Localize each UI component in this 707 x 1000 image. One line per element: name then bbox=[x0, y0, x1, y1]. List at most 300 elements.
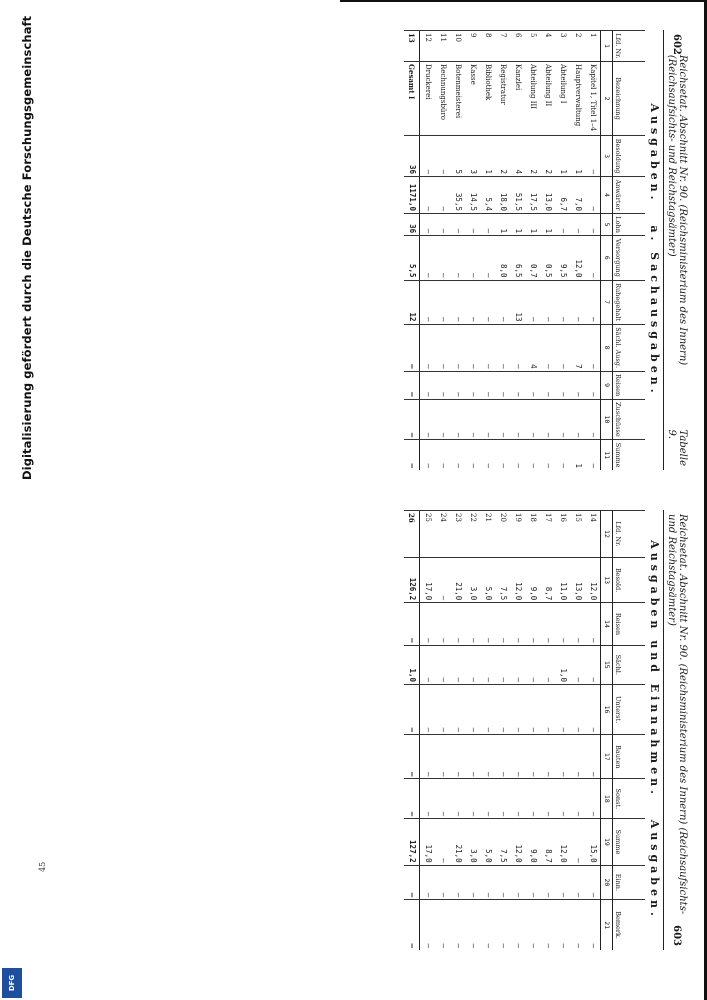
cell-value: — bbox=[404, 371, 420, 399]
cell-value: — bbox=[465, 213, 480, 235]
row-number: 1 bbox=[585, 31, 601, 62]
row-number: 23 bbox=[450, 511, 465, 558]
cell-value: 1 bbox=[510, 213, 525, 235]
cell-value: — bbox=[555, 213, 570, 235]
cell-value: — bbox=[570, 399, 585, 440]
cell-value: — bbox=[419, 735, 435, 779]
cell-value: — bbox=[435, 685, 450, 735]
cell-value: 1 bbox=[570, 136, 585, 177]
cell-value: — bbox=[585, 900, 601, 950]
cell-value: — bbox=[570, 280, 585, 324]
table-row bbox=[540, 511, 555, 951]
cell-value: — bbox=[570, 213, 585, 235]
column-number: 6 bbox=[600, 236, 612, 280]
cell-value: — bbox=[465, 735, 480, 779]
column-header: Besold. bbox=[612, 557, 645, 602]
column-number: 19 bbox=[600, 819, 612, 865]
cell-value: — bbox=[510, 865, 525, 900]
cell-value: — bbox=[525, 900, 540, 950]
running-head bbox=[663, 510, 690, 950]
cell-value: — bbox=[450, 324, 465, 371]
cell-value: — bbox=[465, 440, 480, 470]
cell-value: — bbox=[450, 399, 465, 440]
cell-value: 17,5 bbox=[525, 176, 540, 213]
column-header: Reisen bbox=[612, 371, 645, 399]
cell-value: — bbox=[540, 280, 555, 324]
cell-value: — bbox=[404, 735, 420, 779]
column-number: 17 bbox=[600, 735, 612, 779]
cell-value: — bbox=[555, 440, 570, 470]
table-row bbox=[510, 511, 525, 951]
cell-value: — bbox=[404, 603, 420, 645]
table-row bbox=[419, 511, 435, 951]
cell-value: — bbox=[435, 324, 450, 371]
column-header: Sächl. bbox=[612, 645, 645, 684]
row-label: Abteilung II bbox=[540, 62, 555, 136]
section-title: Ausgaben. a. Sachausgaben. bbox=[648, 103, 661, 397]
table-row bbox=[570, 511, 585, 951]
cell-value: 2 bbox=[525, 136, 540, 177]
cell-value: — bbox=[435, 819, 450, 865]
row-label: Druckerei bbox=[419, 62, 435, 136]
column-number: 18 bbox=[600, 779, 612, 819]
running-tail: Tabelle 9. bbox=[666, 429, 688, 466]
cell-value: — bbox=[525, 645, 540, 684]
cell-value: — bbox=[480, 645, 495, 684]
cell-value: 5,0 bbox=[480, 819, 495, 865]
column-header: Sächl. Ausg. bbox=[612, 324, 645, 371]
cell-value: — bbox=[480, 280, 495, 324]
table-row bbox=[404, 31, 420, 471]
cell-value: — bbox=[480, 399, 495, 440]
cell-value: — bbox=[419, 900, 435, 950]
cell-value: 17,0 bbox=[419, 819, 435, 865]
page-number: 603 bbox=[671, 925, 683, 946]
cell-value: — bbox=[570, 371, 585, 399]
table-row bbox=[435, 31, 450, 471]
cell-value: — bbox=[555, 371, 570, 399]
cell-value: 126,2 bbox=[404, 557, 420, 602]
cell-value: — bbox=[404, 399, 420, 440]
cell-value: 5,4 bbox=[480, 176, 495, 213]
cell-value: — bbox=[480, 603, 495, 645]
cell-value: 1 bbox=[570, 440, 585, 470]
table-row bbox=[480, 511, 495, 951]
cell-value: — bbox=[585, 176, 601, 213]
cell-value: — bbox=[510, 900, 525, 950]
cell-value: 8,0 bbox=[495, 236, 510, 280]
row-number: 24 bbox=[435, 511, 450, 558]
row-label: Rechnungsbüro bbox=[435, 62, 450, 136]
cell-value: — bbox=[540, 399, 555, 440]
row-label: Kanzlei bbox=[510, 62, 525, 136]
row-number: 5 bbox=[525, 31, 540, 62]
table-row bbox=[555, 511, 570, 951]
cell-value: — bbox=[435, 236, 450, 280]
cell-value: — bbox=[450, 735, 465, 779]
cell-value: 36 bbox=[404, 136, 420, 177]
section-title: Ausgaben und Einnahmen. Ausgaben. bbox=[648, 540, 661, 920]
row-number: 13 bbox=[404, 31, 420, 62]
funding-stamp-text: Digitalisierung gefördert durch die Deutsche Forschungsgemeinschaft bbox=[20, 15, 34, 480]
cell-value: — bbox=[480, 865, 495, 900]
row-number: 6 bbox=[510, 31, 525, 62]
row-number: 18 bbox=[525, 511, 540, 558]
cell-value: 21,0 bbox=[450, 557, 465, 602]
cell-value: — bbox=[435, 779, 450, 819]
cell-value: — bbox=[525, 779, 540, 819]
ledger-page-left bbox=[50, 30, 690, 470]
column-header: Summe bbox=[612, 440, 645, 470]
cell-value: — bbox=[555, 399, 570, 440]
column-header: Lfd. Nr. bbox=[612, 511, 645, 558]
cell-value: — bbox=[570, 779, 585, 819]
cell-value: 4 bbox=[525, 324, 540, 371]
table-row bbox=[465, 31, 480, 471]
dfg-logo-icon bbox=[2, 968, 22, 998]
cell-value: 9,0 bbox=[525, 819, 540, 865]
cell-value: — bbox=[480, 900, 495, 950]
cell-value: — bbox=[480, 236, 495, 280]
column-header: Unterst. bbox=[612, 685, 645, 735]
column-number: 13 bbox=[600, 557, 612, 602]
cell-value: — bbox=[450, 603, 465, 645]
column-number: 20 bbox=[600, 865, 612, 900]
cell-value: 0,7 bbox=[525, 236, 540, 280]
cell-value: 7,5 bbox=[495, 557, 510, 602]
cell-value: — bbox=[510, 324, 525, 371]
cell-value: 13,0 bbox=[540, 176, 555, 213]
cell-value: — bbox=[585, 280, 601, 324]
cell-value: — bbox=[525, 603, 540, 645]
cell-value: 1,0 bbox=[404, 645, 420, 684]
cell-value: — bbox=[510, 399, 525, 440]
cell-value: — bbox=[570, 865, 585, 900]
cell-value: — bbox=[585, 136, 601, 177]
cell-value: 3 bbox=[465, 136, 480, 177]
cell-value: — bbox=[450, 440, 465, 470]
page-edge-top bbox=[340, 0, 707, 2]
cell-value: — bbox=[480, 213, 495, 235]
cell-value: — bbox=[585, 324, 601, 371]
cell-value: 1 bbox=[540, 213, 555, 235]
cell-value: 4 bbox=[510, 136, 525, 177]
cell-value: — bbox=[450, 236, 465, 280]
cell-value: — bbox=[585, 779, 601, 819]
column-number: 4 bbox=[600, 176, 612, 213]
cell-value: 1 bbox=[555, 136, 570, 177]
cell-value: 6,5 bbox=[510, 236, 525, 280]
row-label: Abteilung I bbox=[555, 62, 570, 136]
table-row bbox=[419, 31, 435, 471]
cell-value: — bbox=[435, 399, 450, 440]
cell-value: — bbox=[435, 735, 450, 779]
cell-value: — bbox=[450, 371, 465, 399]
cell-value: — bbox=[555, 280, 570, 324]
cell-value: — bbox=[510, 603, 525, 645]
cell-value: — bbox=[495, 645, 510, 684]
column-header: Einn. bbox=[612, 865, 645, 900]
cell-value: 12 bbox=[404, 280, 420, 324]
cell-value: — bbox=[555, 900, 570, 950]
cell-value: — bbox=[570, 603, 585, 645]
cell-value: 1 bbox=[480, 136, 495, 177]
column-header: Reisen bbox=[612, 603, 645, 645]
cell-value: — bbox=[540, 685, 555, 735]
cell-value: — bbox=[585, 865, 601, 900]
cell-value: — bbox=[404, 779, 420, 819]
cell-value: — bbox=[495, 399, 510, 440]
cell-value: — bbox=[495, 685, 510, 735]
cell-value: — bbox=[510, 371, 525, 399]
cell-value: — bbox=[419, 176, 435, 213]
cell-value: — bbox=[404, 324, 420, 371]
table-row bbox=[585, 31, 601, 471]
cell-value: 15,0 bbox=[585, 819, 601, 865]
cell-value: — bbox=[465, 603, 480, 645]
cell-value: — bbox=[495, 440, 510, 470]
cell-value: — bbox=[465, 236, 480, 280]
cell-value: — bbox=[419, 213, 435, 235]
cell-value: — bbox=[585, 645, 601, 684]
cell-value: — bbox=[419, 399, 435, 440]
cell-value: — bbox=[540, 603, 555, 645]
ledger-table-top bbox=[404, 30, 645, 470]
cell-value: — bbox=[510, 645, 525, 684]
row-number: 21 bbox=[480, 511, 495, 558]
row-number: 9 bbox=[465, 31, 480, 62]
cell-value: 8,7 bbox=[540, 557, 555, 602]
cell-value: — bbox=[495, 280, 510, 324]
cell-value: — bbox=[419, 236, 435, 280]
cell-value: — bbox=[465, 324, 480, 371]
cell-value: 6,7 bbox=[555, 176, 570, 213]
table-row bbox=[480, 31, 495, 471]
cell-value: — bbox=[435, 557, 450, 602]
cell-value: — bbox=[480, 685, 495, 735]
row-label: Hauptverwaltung bbox=[570, 62, 585, 136]
table-row bbox=[404, 511, 420, 951]
cell-value: — bbox=[525, 399, 540, 440]
cell-value: — bbox=[585, 399, 601, 440]
cell-value: 11,0 bbox=[555, 557, 570, 602]
ledger-table-bottom bbox=[404, 510, 645, 950]
cell-value: 12,0 bbox=[510, 557, 525, 602]
row-label: Gesamt I bbox=[404, 62, 420, 136]
cell-value: — bbox=[510, 440, 525, 470]
cell-value: — bbox=[585, 735, 601, 779]
cell-value: — bbox=[510, 779, 525, 819]
table-row bbox=[450, 31, 465, 471]
cell-value: 5 bbox=[450, 136, 465, 177]
cell-value: — bbox=[435, 213, 450, 235]
ledger-page-right bbox=[50, 510, 690, 950]
page-number: 602 bbox=[671, 34, 683, 55]
column-number: 8 bbox=[600, 324, 612, 371]
cell-value: — bbox=[419, 779, 435, 819]
table-row bbox=[435, 511, 450, 951]
column-number: 14 bbox=[600, 603, 612, 645]
column-header: Bezeichnung bbox=[612, 62, 645, 136]
cell-value: — bbox=[419, 136, 435, 177]
row-label: Registratur bbox=[495, 62, 510, 136]
running-head bbox=[663, 30, 690, 470]
column-header: Versorgung bbox=[612, 236, 645, 280]
cell-value: — bbox=[540, 735, 555, 779]
column-number: 2 bbox=[600, 62, 612, 136]
table-row bbox=[585, 511, 601, 951]
column-header: Lfd. Nr. bbox=[612, 31, 645, 62]
row-label: Botenmeisterei bbox=[450, 62, 465, 136]
cell-value: 36 bbox=[404, 213, 420, 235]
cell-value: — bbox=[525, 735, 540, 779]
column-number: 15 bbox=[600, 645, 612, 684]
cell-value: — bbox=[450, 865, 465, 900]
column-number: 10 bbox=[600, 399, 612, 440]
column-header: Sonst. bbox=[612, 779, 645, 819]
table-row bbox=[450, 511, 465, 951]
table-row bbox=[525, 31, 540, 471]
cell-value: — bbox=[555, 324, 570, 371]
cell-value: — bbox=[570, 900, 585, 950]
table-row bbox=[525, 511, 540, 951]
column-header: Besoldung bbox=[612, 136, 645, 177]
cell-value: 2 bbox=[495, 136, 510, 177]
column-number: 12 bbox=[600, 511, 612, 558]
row-number: 7 bbox=[495, 31, 510, 62]
cell-value: — bbox=[465, 371, 480, 399]
cell-value: — bbox=[480, 324, 495, 371]
cell-value: — bbox=[585, 685, 601, 735]
row-number: 14 bbox=[585, 511, 601, 558]
cell-value: — bbox=[435, 136, 450, 177]
cell-value: — bbox=[419, 865, 435, 900]
table-row bbox=[510, 31, 525, 471]
row-number: 25 bbox=[419, 511, 435, 558]
column-header: Anwärter bbox=[612, 176, 645, 213]
cell-value: — bbox=[465, 779, 480, 819]
column-header: Zuschüsse bbox=[612, 399, 645, 440]
cell-value: — bbox=[540, 324, 555, 371]
cell-value: — bbox=[570, 645, 585, 684]
row-number: 20 bbox=[495, 511, 510, 558]
cell-value: — bbox=[419, 324, 435, 371]
cell-value: — bbox=[419, 280, 435, 324]
cell-value: — bbox=[450, 685, 465, 735]
column-number: 3 bbox=[600, 136, 612, 177]
table-row bbox=[495, 31, 510, 471]
column-header: Summe bbox=[612, 819, 645, 865]
cell-value: 18,0 bbox=[495, 176, 510, 213]
cell-value: 13 bbox=[510, 280, 525, 324]
cell-value: 1171,0 bbox=[404, 176, 420, 213]
cell-value: — bbox=[555, 779, 570, 819]
cell-value: — bbox=[465, 399, 480, 440]
cell-value: — bbox=[570, 819, 585, 865]
column-number: 9 bbox=[600, 371, 612, 399]
cell-value: — bbox=[480, 735, 495, 779]
cell-value: — bbox=[525, 865, 540, 900]
cell-value: — bbox=[510, 735, 525, 779]
column-header: Bauten bbox=[612, 735, 645, 779]
row-number: 3 bbox=[555, 31, 570, 62]
cell-value: 3,0 bbox=[465, 819, 480, 865]
cell-value: 7,0 bbox=[570, 176, 585, 213]
cell-value: — bbox=[585, 440, 601, 470]
cell-value: — bbox=[540, 900, 555, 950]
cell-value: — bbox=[540, 371, 555, 399]
cell-value: — bbox=[435, 176, 450, 213]
column-number: 16 bbox=[600, 685, 612, 735]
cell-value: — bbox=[495, 371, 510, 399]
cell-value: 1 bbox=[525, 213, 540, 235]
cell-value: — bbox=[585, 213, 601, 235]
cell-value: — bbox=[404, 900, 420, 950]
cell-value: — bbox=[465, 865, 480, 900]
table-row bbox=[465, 511, 480, 951]
cell-value: 5,5 bbox=[404, 236, 420, 280]
cell-value: — bbox=[555, 865, 570, 900]
table-row bbox=[495, 511, 510, 951]
cell-value: 7 bbox=[570, 324, 585, 371]
table-row bbox=[570, 31, 585, 471]
cell-value: — bbox=[540, 645, 555, 684]
row-label: Bibliothek bbox=[480, 62, 495, 136]
cell-value: — bbox=[465, 685, 480, 735]
cell-value: — bbox=[495, 779, 510, 819]
row-number: 8 bbox=[480, 31, 495, 62]
cell-value: — bbox=[495, 735, 510, 779]
cell-value: — bbox=[450, 779, 465, 819]
cell-value: — bbox=[510, 685, 525, 735]
cell-value: — bbox=[480, 440, 495, 470]
cell-value: — bbox=[435, 900, 450, 950]
column-number: 5 bbox=[600, 213, 612, 235]
row-number: 22 bbox=[465, 511, 480, 558]
cell-value: — bbox=[495, 324, 510, 371]
cell-value: — bbox=[540, 779, 555, 819]
column-number: 7 bbox=[600, 280, 612, 324]
cell-value: — bbox=[540, 865, 555, 900]
cell-value: 9,0 bbox=[525, 557, 540, 602]
cell-value: 12,0 bbox=[570, 236, 585, 280]
cell-value: — bbox=[525, 371, 540, 399]
cell-value: — bbox=[419, 371, 435, 399]
cell-value: 14,5 bbox=[465, 176, 480, 213]
cell-value: — bbox=[435, 280, 450, 324]
cell-value: — bbox=[404, 865, 420, 900]
row-number: 16 bbox=[555, 511, 570, 558]
column-number: 1 bbox=[600, 31, 612, 62]
funding-stamp bbox=[20, 16, 34, 480]
cell-value: 21,0 bbox=[450, 819, 465, 865]
row-number: 19 bbox=[510, 511, 525, 558]
svg-text:DFG: DFG bbox=[8, 974, 16, 992]
cell-value: 51,5 bbox=[510, 176, 525, 213]
cell-value: — bbox=[465, 645, 480, 684]
cell-value: — bbox=[525, 280, 540, 324]
running-head-text: Reichsetat. Abschnitt Nr. 90. (Reichsministerium des Innern) (Reichsaufsichts- und Reichstagsämter) bbox=[666, 514, 688, 915]
cell-value: — bbox=[555, 603, 570, 645]
row-number: 11 bbox=[435, 31, 450, 62]
cell-value: — bbox=[570, 685, 585, 735]
cell-value: — bbox=[450, 280, 465, 324]
cell-value: — bbox=[480, 779, 495, 819]
cell-value: — bbox=[435, 645, 450, 684]
cell-value: — bbox=[585, 371, 601, 399]
cell-value: — bbox=[525, 685, 540, 735]
cell-value: 5,0 bbox=[480, 557, 495, 602]
